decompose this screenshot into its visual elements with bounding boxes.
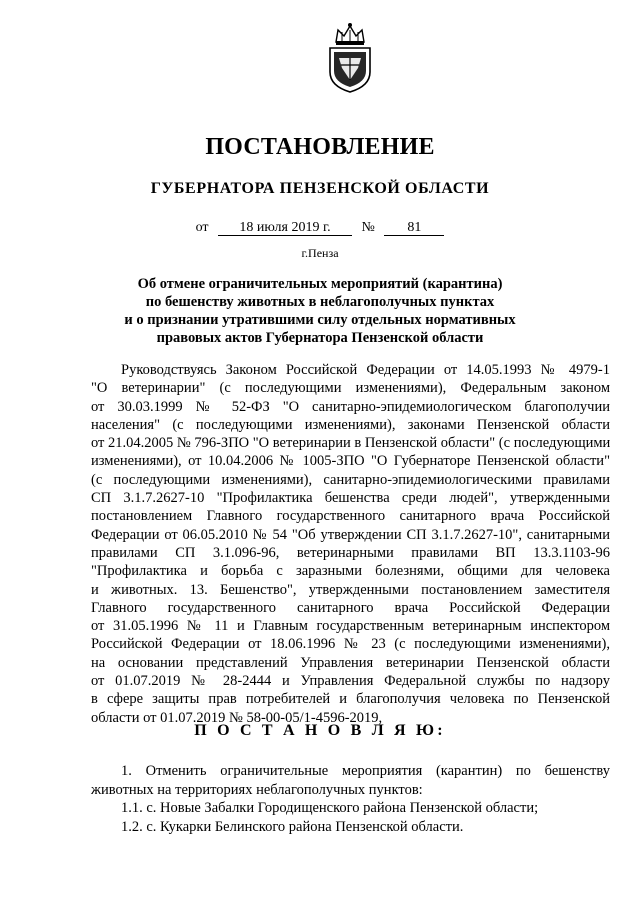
preamble-line: населения" (с последующими изменениями), законами Пензенской области (91, 416, 610, 433)
document-heading (0, 275, 640, 347)
preamble-line: от 21.04.2005 № 796-ЗПО "О ветеринарии в Пензенской области" (с последующими (91, 435, 611, 452)
preamble-line: от 01.07.2019 № 28-2444 и Управления Федеральной службы по надзору (91, 673, 610, 690)
preamble-line: на основании представлений Управления ветеринарии Пензенской области (91, 654, 610, 671)
preamble-line: "Профилактика и борьба с заразными болезнями, общими для человека (91, 563, 610, 580)
item-1-2: 1.2. с. Кукарки Белинского района Пензенской области. (121, 818, 464, 835)
document-date: 18 июля 2019 г. (218, 220, 352, 236)
date-prefix: от (195, 220, 209, 235)
preamble-line: изменениями), от 10.04.2006 № 1005-ЗПО "О Губернаторе Пензенской области" (91, 453, 610, 470)
preamble-paragraph (91, 361, 610, 727)
item-1-1: 1.1. с. Новые Забалки Городищенского района Пензенской области; (121, 800, 539, 817)
preamble-line: от 30.03.1999 № 52-ФЗ "О санитарно-эпидемиологическом благополучии (91, 398, 610, 415)
preamble-line: Российской Федерации от 18.06.1996 № 23 (с последующими изменениями), (91, 636, 610, 653)
penza-coat-of-arms-icon (322, 22, 378, 94)
document-title: ПОСТАНОВЛЕНИЕ (205, 134, 435, 160)
preamble-line: "О ветеринарии" (с последующими изменениями), Федеральным законом (91, 380, 610, 397)
preamble-line: Главного государственного санитарного врача Российской Федерации (91, 599, 610, 616)
preamble-line: в сфере защиты прав потребителей и благополучия человека по Пензенской (91, 691, 610, 708)
document-number: 81 (384, 220, 444, 236)
decree-items (91, 762, 610, 836)
preamble-line: от 31.05.1996 № 11 и Главным государственным ветеринарным инспектором (91, 618, 610, 635)
decree-heading: П О С Т А Н О В Л Я Ю: (194, 722, 446, 739)
preamble-line: Руководствуясь Законом Российской Федерации от 14.05.1993 № 4979-1 (121, 362, 610, 378)
preamble-line: постановлением Главного государственного санитарного врача Российской (91, 508, 610, 525)
preamble-line: СП 3.1.7.2627-10 "Профилактика бешенства среди людей", утвержденными (91, 490, 610, 507)
heading-line: Об отмене ограничительных мероприятий (карантина) (137, 276, 503, 292)
item-1-line: животных на территориях неблагополучных пунктов: (91, 781, 423, 798)
date-number-line (0, 220, 640, 236)
preamble-line: и животных. 13. Бешенство", утвержденными постановлением заместителя (91, 581, 610, 598)
item-1-line: 1. Отменить ограничительные мероприятия (карантин) по бешенству (121, 763, 610, 779)
number-prefix: № (361, 220, 375, 235)
preamble-line: (с последующими изменениями), санитарно-эпидемиологическими правилами (91, 471, 610, 488)
document-city: г.Пенза (301, 246, 339, 260)
preamble-line: области от 01.07.2019 № 58-00-05/1-4596-2019, (91, 709, 383, 726)
heading-line: правовых актов Губернатора Пензенской области (156, 330, 484, 346)
document-issuer: ГУБЕРНАТОРА ПЕНЗЕНСКОЙ ОБЛАСТИ (150, 180, 490, 197)
preamble-line: правилами СП 3.1.096-96, ветеринарными правилами ВП 13.3.1103-96 (91, 544, 610, 561)
preamble-line: Федерации от 06.05.2010 № 54 "Об утверждении СП 3.1.7.2627-10", санитарными (91, 526, 610, 543)
heading-line: по бешенству животных в неблагополучных пунктах (145, 294, 495, 310)
heading-line: и о признании утратившими силу отдельных нормативных (124, 312, 516, 328)
